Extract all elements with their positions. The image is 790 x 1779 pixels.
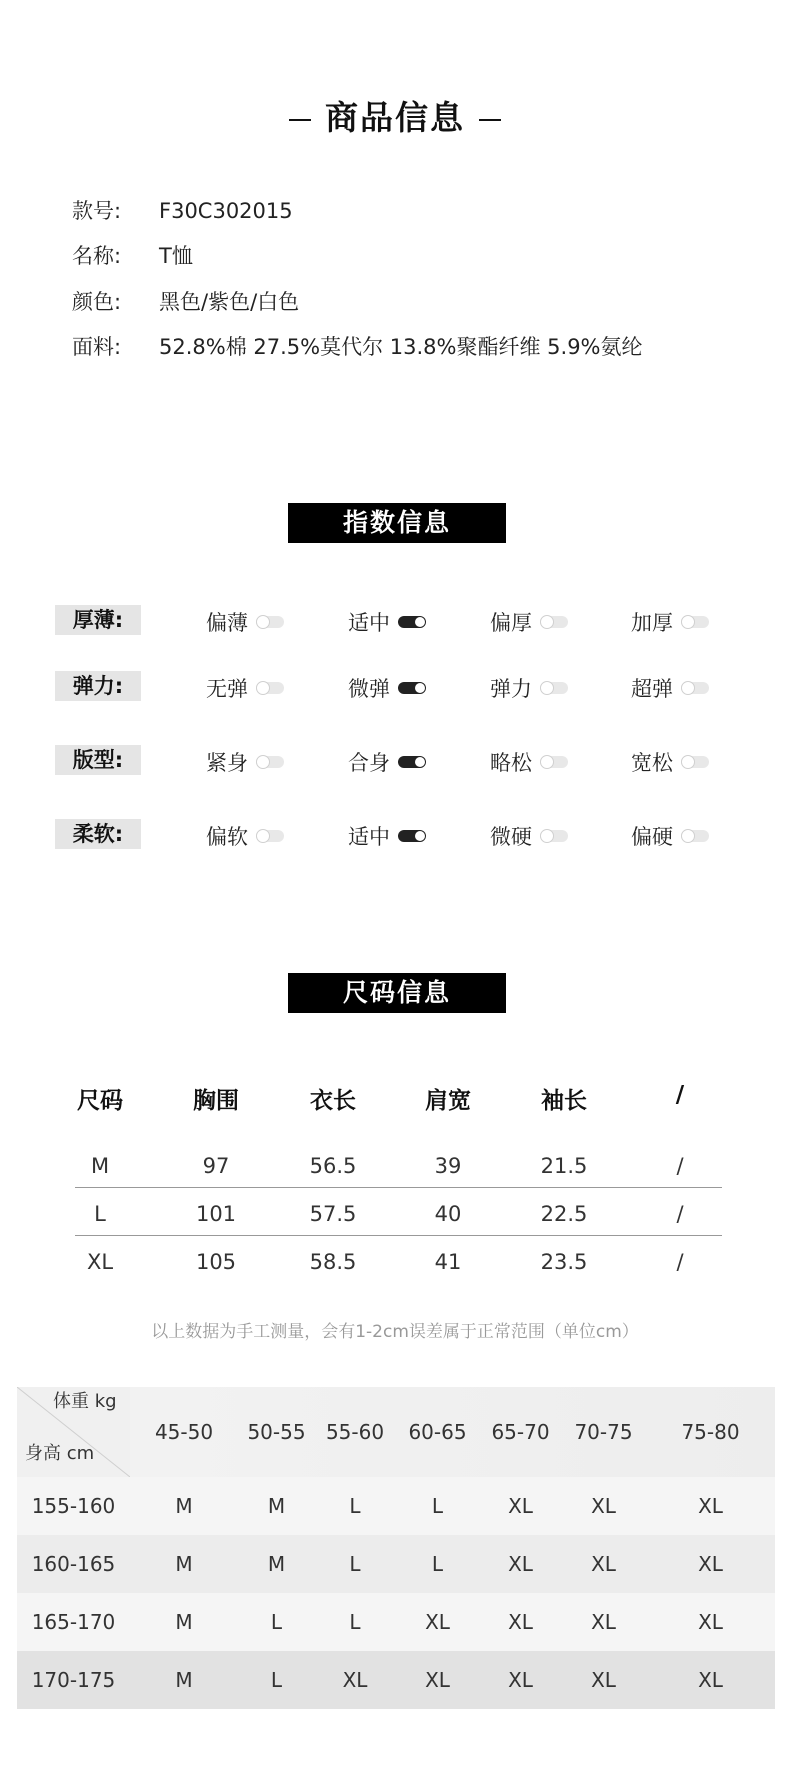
wh-size-cell: M [267,1552,286,1576]
index-option-label: 适中 [348,825,390,849]
index-info-title: 指数信息 [288,503,506,543]
index-option-label: 无弹 [206,677,248,701]
size-table-cell: 22.5 [540,1202,588,1226]
index-option[interactable] [631,747,709,777]
field-label: 款号: [72,199,122,223]
index-option-label: 偏厚 [490,611,532,635]
wh-weight-header: 70-75 [574,1420,633,1444]
wh-height-cell: 160-165 [31,1552,116,1576]
wh-size-cell: L [431,1552,444,1576]
toggle-icon[interactable] [681,682,709,694]
size-table-header: 肩宽 [425,1088,471,1114]
toggle-icon[interactable] [256,756,284,768]
size-table-header: 衣长 [310,1088,356,1114]
wh-size-cell: XL [698,1610,723,1634]
field-name [72,240,193,270]
wh-size-cell: XL [591,1610,616,1634]
wh-size-cell: M [175,1552,193,1576]
toggle-icon[interactable] [398,756,426,768]
wh-size-cell: M [175,1668,193,1692]
field-value: 52.8%棉 27.5%莫代尔 13.8%聚酯纤维 5.9%氨纶 [159,335,643,359]
product-info-title [0,92,790,139]
index-row-label: 版型: [55,745,141,775]
index-option-label: 偏硬 [631,825,673,849]
wh-size-cell: XL [425,1610,450,1634]
wh-size-cell: XL [698,1552,723,1576]
wh-size-cell: M [267,1494,286,1518]
wh-size-cell: XL [698,1668,723,1692]
index-option-label: 偏软 [206,825,248,849]
size-table-cell: / [676,1250,684,1274]
measurement-note: 以上数据为手工测量，会有1-2cm误差属于正常范围（单位cm） [151,1322,639,1342]
size-table-cell: 58.5 [309,1250,357,1274]
wh-corner-cell [17,1387,130,1477]
weight-height-table [17,1387,775,1707]
size-table-cell: 39 [434,1154,462,1178]
wh-size-cell: XL [342,1668,368,1692]
field-label: 面料: [72,335,122,359]
wh-size-cell: XL [425,1668,450,1692]
index-option[interactable] [206,673,284,703]
wh-size-cell: XL [508,1668,533,1692]
wh-table-row [17,1477,775,1535]
size-table-cell: 21.5 [540,1154,588,1178]
size-table-cell: 101 [195,1202,237,1226]
toggle-icon[interactable] [256,830,284,842]
index-option[interactable] [490,747,568,777]
toggle-icon[interactable] [681,756,709,768]
toggle-icon[interactable] [681,830,709,842]
index-row-label: 厚薄: [55,605,141,635]
field-fabric [72,331,643,361]
size-table-cell: 41 [434,1250,462,1274]
field-value: 黑色/紫色/白色 [159,290,300,314]
wh-size-cell: L [349,1494,361,1518]
wh-table-row [17,1651,775,1709]
corner-height-label: 身高 cm [25,1443,95,1464]
wh-size-cell: L [431,1494,444,1518]
size-table-header: / [675,1082,685,1108]
size-table-cell: M [90,1154,110,1178]
size-info-title: 尺码信息 [288,973,506,1013]
product-info-title-text: 商品信息 [325,98,465,137]
table-row-divider [75,1187,722,1188]
wh-size-cell: L [270,1610,283,1634]
index-option-label: 加厚 [631,611,673,635]
index-option[interactable] [490,607,568,637]
table-row-divider [75,1235,722,1236]
index-option[interactable] [206,821,284,851]
wh-height-cell: 155-160 [31,1494,116,1518]
index-option-label: 弹力 [490,677,532,701]
wh-table-row [17,1535,775,1593]
wh-weight-header: 45-50 [154,1420,214,1444]
toggle-icon[interactable] [398,682,426,694]
index-option[interactable] [490,673,568,703]
index-row-label: 弹力: [55,671,141,701]
index-option-label: 超弹 [631,677,673,701]
wh-size-cell: XL [508,1494,533,1518]
field-value: F30C302015 [159,199,293,223]
wh-weight-header: 75-80 [681,1420,740,1444]
index-option[interactable] [631,821,709,851]
index-option-label: 合身 [348,751,390,775]
index-option[interactable] [348,607,426,637]
index-option[interactable] [206,747,284,777]
index-option[interactable] [490,821,568,851]
toggle-icon[interactable] [540,756,568,768]
size-table-cell: / [676,1202,684,1226]
wh-size-cell: M [175,1610,193,1634]
toggle-icon[interactable] [256,616,284,628]
toggle-icon[interactable] [681,616,709,628]
wh-size-cell: M [175,1494,193,1518]
toggle-icon[interactable] [398,830,426,842]
wh-height-cell: 165-170 [31,1610,116,1634]
size-table-cell: 23.5 [540,1250,588,1274]
title-dash-left [289,119,311,121]
index-option[interactable] [348,673,426,703]
wh-height-cell: 170-175 [31,1668,116,1692]
wh-weight-header: 50-55 [247,1420,306,1444]
index-row-label: 柔软: [55,819,141,849]
index-option[interactable] [348,747,426,777]
wh-size-cell: XL [591,1552,616,1576]
wh-size-cell: L [270,1668,283,1692]
size-table-cell: XL [86,1250,114,1274]
index-option-label: 偏薄 [206,611,248,635]
field-color [72,286,299,316]
index-option-label: 略松 [490,751,532,775]
index-option-label: 紧身 [206,751,248,775]
wh-table-row [17,1593,775,1651]
size-table-cell: 40 [434,1202,462,1226]
wh-weight-header: 60-65 [408,1420,467,1444]
size-table-cell: 56.5 [309,1154,357,1178]
size-table-header: 胸围 [193,1088,239,1114]
size-table-cell: 105 [195,1250,237,1274]
title-dash-right [479,119,501,121]
index-option-label: 宽松 [631,751,673,775]
wh-size-cell: L [349,1610,361,1634]
wh-header-row [17,1387,775,1477]
wh-size-cell: XL [508,1552,533,1576]
wh-size-cell: XL [591,1494,616,1518]
size-table-cell: / [676,1154,684,1178]
size-table-header: 袖长 [541,1088,587,1114]
wh-weight-header: 65-70 [491,1420,550,1444]
index-option[interactable] [631,607,709,637]
index-option[interactable] [348,821,426,851]
wh-weight-header: 55-60 [325,1420,385,1444]
size-table-cell: 57.5 [309,1202,357,1226]
field-label: 颜色: [72,290,122,314]
toggle-icon[interactable] [540,616,568,628]
size-table-cell: L [94,1202,106,1226]
index-option-label: 适中 [348,611,390,635]
index-option[interactable] [206,607,284,637]
field-value: T恤 [159,244,193,268]
field-style-no [72,195,293,225]
size-table-cell: 97 [202,1154,230,1178]
wh-size-cell: L [349,1552,361,1576]
corner-weight-label: 体重 kg [53,1391,117,1412]
field-label: 名称: [72,244,122,268]
wh-size-cell: XL [508,1610,533,1634]
toggle-icon[interactable] [398,616,426,628]
toggle-icon[interactable] [540,682,568,694]
wh-size-cell: XL [591,1668,616,1692]
toggle-icon[interactable] [540,830,568,842]
size-table-header: 尺码 [77,1088,123,1114]
wh-size-cell: XL [698,1494,723,1518]
index-option-label: 微硬 [490,825,532,849]
index-option-label: 微弹 [348,677,390,701]
toggle-icon[interactable] [256,682,284,694]
index-option[interactable] [631,673,709,703]
